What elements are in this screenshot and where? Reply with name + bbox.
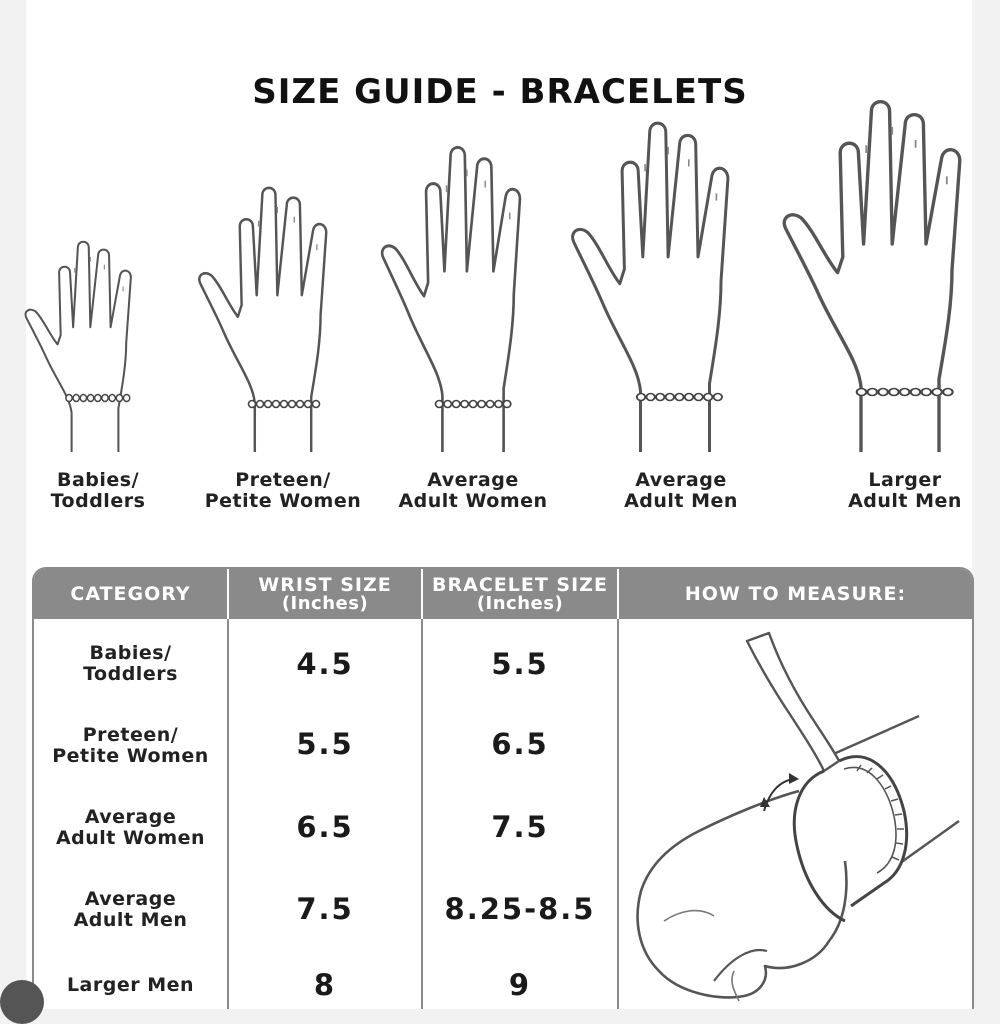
header-divider [617, 569, 619, 619]
header-wrist-size: WRIST SIZE (Inches) [258, 574, 392, 614]
size-table [32, 567, 974, 1009]
hands-illustration [0, 0, 1000, 470]
header-bracelet-size: BRACELET SIZE (Inches) [432, 574, 608, 614]
row-category-babies: Babies/ Toddlers [83, 642, 178, 685]
bracelet-beads-larger-men [857, 389, 953, 396]
wrist-size-average-women: 6.5 [296, 810, 354, 844]
hand-larger-men [784, 102, 960, 452]
wrist-size-preteen: 5.5 [296, 727, 354, 761]
row-category-preteen: Preteen/ Petite Women [52, 724, 209, 767]
table-header [34, 569, 972, 619]
bracelet-beads-babies [66, 395, 130, 402]
corner-avatar [0, 980, 44, 1024]
hand-label-babies: Babies/ Toddlers [50, 469, 146, 512]
bracelet-size-average-men: 8.25-8.5 [444, 892, 596, 926]
hand-label-preteen: Preteen/ Petite Women [204, 469, 362, 512]
page-title: SIZE GUIDE - BRACELETS [252, 72, 748, 112]
hand-label-average-men: Average Adult Men [624, 469, 738, 512]
wrist-size-babies: 4.5 [296, 647, 354, 681]
bracelet-size-average-women: 7.5 [491, 810, 549, 844]
header-divider [227, 569, 229, 619]
bracelet-size-preteen: 6.5 [491, 727, 549, 761]
bracelet-beads-preteen [249, 401, 320, 408]
hand-label-larger-men: Larger Adult Men [848, 469, 962, 512]
bracelet-size-larger-men: 9 [508, 968, 532, 1002]
row-category-average-women: Average Adult Women [55, 806, 206, 849]
bracelet-beads-average-women [435, 401, 510, 408]
column-divider [227, 569, 229, 1009]
hand-preteen [199, 188, 326, 452]
bracelet-size-babies: 5.5 [491, 647, 549, 681]
bracelet-beads-average-men [637, 394, 722, 401]
row-category-larger-men: Larger Men [66, 974, 195, 996]
wrist-size-average-men: 7.5 [296, 892, 354, 926]
hand-babies-toddlers [26, 242, 131, 452]
row-category-average-men: Average Adult Men [73, 888, 188, 931]
header-how-to-measure: HOW TO MEASURE: [684, 583, 907, 605]
measuring-tape-wrist-illustration [619, 621, 972, 1009]
header-divider [421, 569, 423, 619]
hand-label-average-women: Average Adult Women [398, 469, 548, 512]
header-category: CATEGORY [70, 583, 191, 605]
column-divider [421, 569, 423, 1009]
hand-average-men [573, 123, 728, 452]
wrist-size-larger-men: 8 [313, 968, 337, 1002]
